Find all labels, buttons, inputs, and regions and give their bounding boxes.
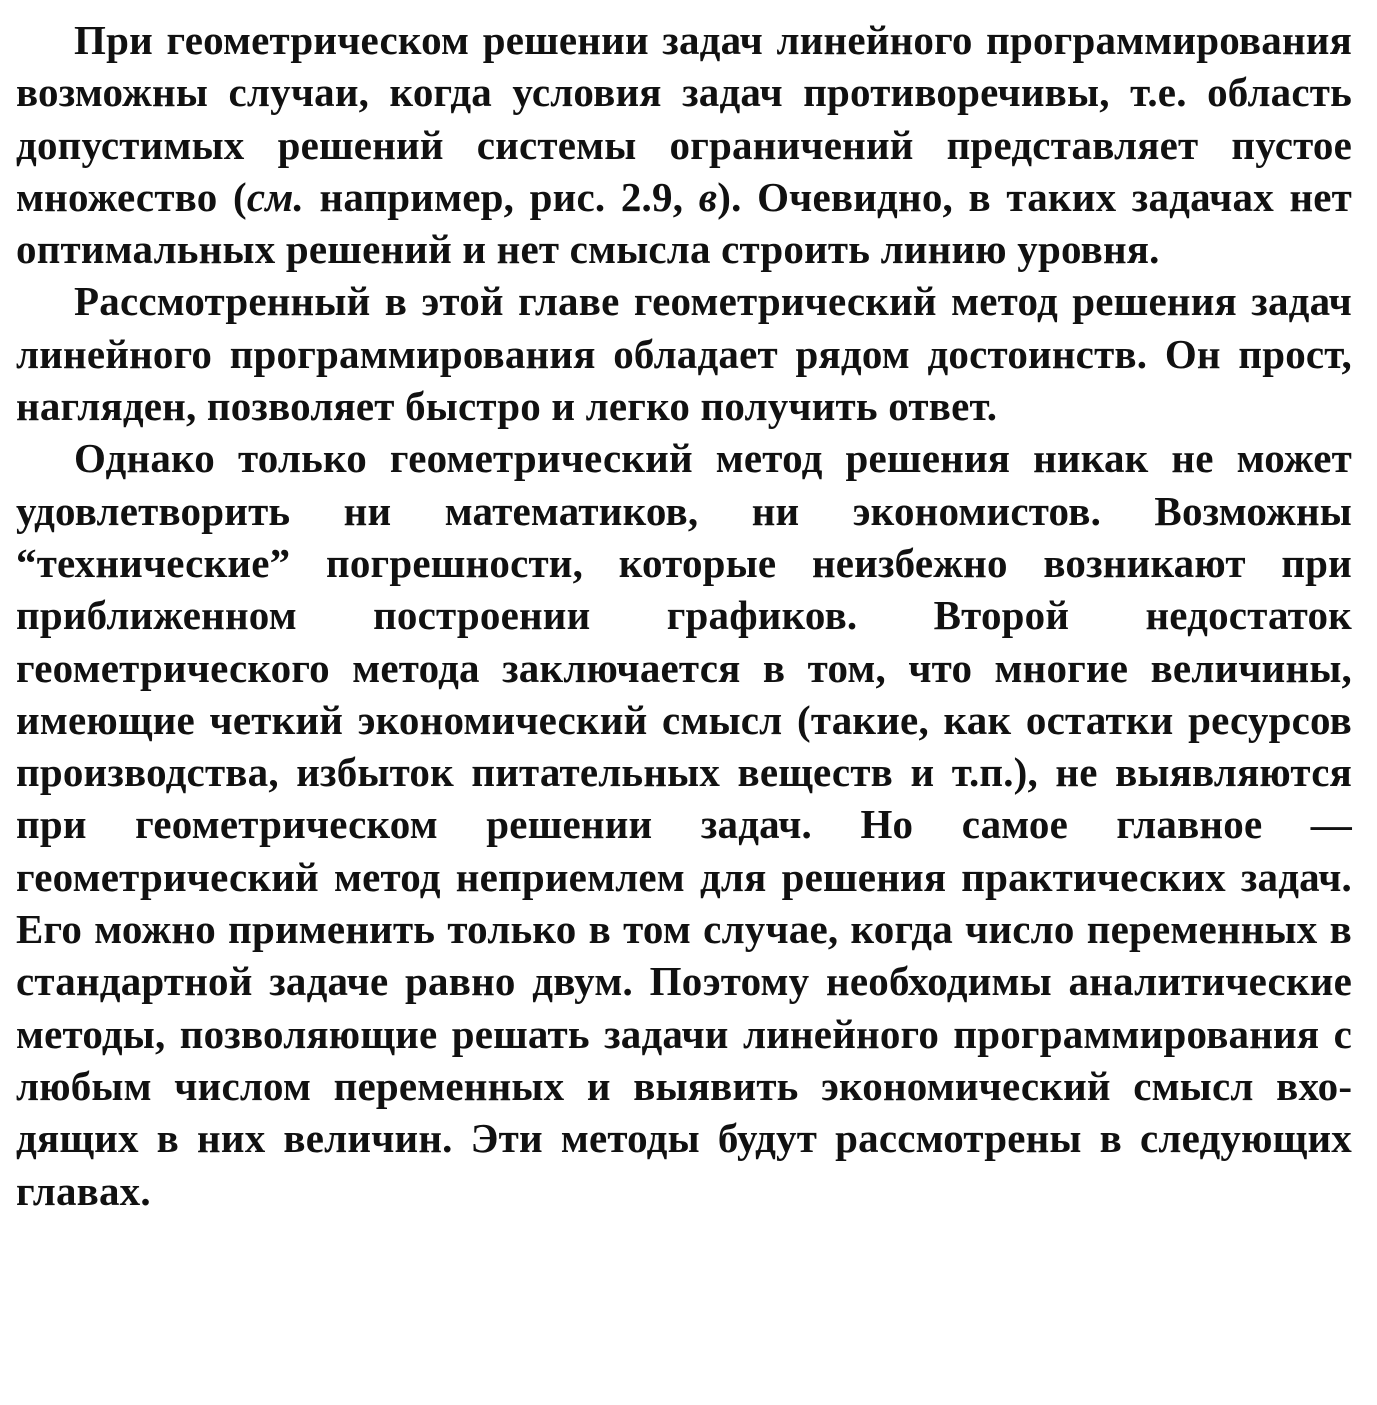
text-segment: ). Очевидно, в таких задачах нет оптимальных решений и нет смысла строить линию уровня. — [16, 173, 1353, 273]
text-segment: Рассмотренный в этой главе геометрический метод решения задач линейного программирования обладает рядом достоинств. Он прост, нагляден, позволяет быстро и легко получить ответ. — [16, 278, 1352, 430]
text-segment: Однако только геометрический метод решения никак не может удовлетворить ни математиков, ни экономистов. Возможны “технические” погрешности, которые неизбежно возникают при приближенном построении графиков. Второй недостаток геометрического метода заключается в том, что многие величины, имеющие четкий экономический смысл (такие, как остатки ресурсов производства, избыток питательных веществ и т.п.), не выявляются при геометрическом решении задач. Но самое главное — геометрический метод неприемлем для решения практических задач. Его можно применить только в том случае, когда число переменных в стандартной задаче равно двум. Поэтому необходимы аналитические методы, позволяющие решать задачи линейного программирования с любым числом переменных и выявить экономический смысл входящих в них величин. Эти методы будут рассмотрены в следующих главах. — [16, 435, 1352, 1214]
paragraph-method-advantages — [16, 275, 1352, 432]
document-page — [16, 14, 1352, 1217]
text-segment: При геометрическом решении задач линейного программирования возможны случаи, когда условия задач противоречивы, т.е. область допустимых решений системы ограничений представляет пустое множество ( — [16, 17, 1352, 220]
text-segment: например, рис. 2.9, — [303, 173, 699, 220]
text-segment-italic: в — [698, 173, 718, 220]
paragraph-method-drawbacks — [16, 432, 1352, 1216]
paragraph-infeasible-problems — [16, 14, 1352, 275]
text-segment-italic: см. — [246, 173, 304, 220]
